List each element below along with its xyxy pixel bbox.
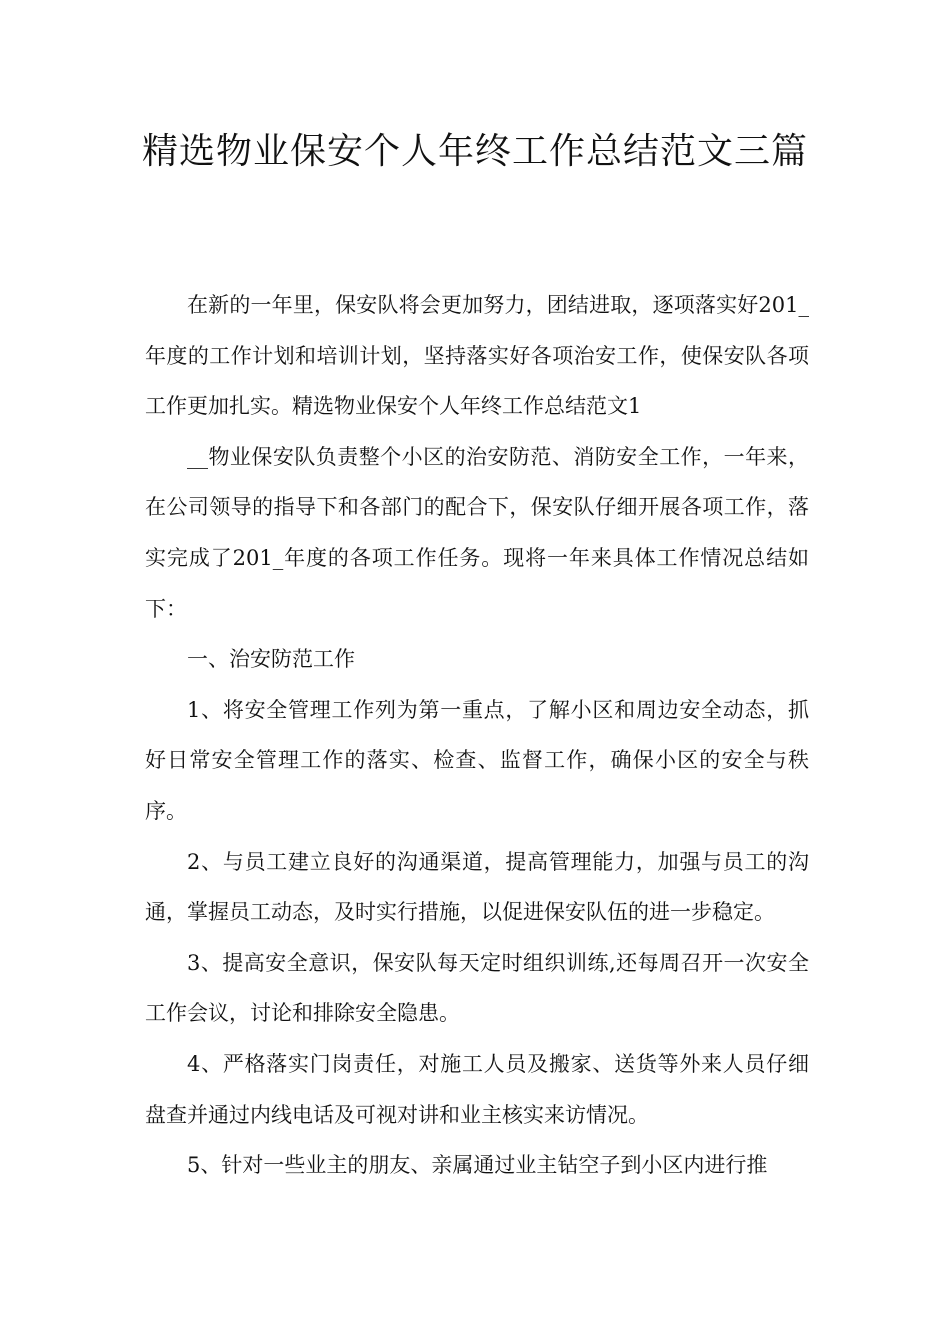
list-item-4: 4、严格落实门岗责任，对施工人员及搬家、送货等外来人员仔细盘查并通过内线电话及可视对讲和业主核实来访情况。 (145, 1051, 809, 1127)
list-item-3: 3、提高安全意识，保安队每天定时组织训练,还每周召开一次安全工作会议，讨论和排除安全隐患。 (145, 950, 809, 1026)
paragraph-overview: __物业保安队负责整个小区的治安防范、消防安全工作，一年来，在公司领导的指导下和各部门的配合下，保安队仔细开展各项工作，落实完成了201_年度的各项工作任务。现将一年来具体工作情况总结如下： (145, 444, 809, 621)
paragraph-intro: 在新的一年里，保安队将会更加努力，团结进取，逐项落实好201_年度的工作计划和培训计划，坚持落实好各项治安工作，使保安队各项工作更加扎实。精选物业保安个人年终工作总结范文1 (145, 293, 809, 419)
document-title: 精选物业保安个人年终工作总结范文三篇 (141, 131, 808, 172)
document-body (145, 280, 809, 1191)
section-heading: 一、治安防范工作 (187, 647, 355, 672)
list-item-2: 2、与员工建立良好的沟通渠道，提高管理能力，加强与员工的沟通，掌握员工动态，及时实行措施，以促进保安队伍的进一步稳定。 (145, 849, 809, 925)
list-item-1: 1、将安全管理工作列为第一重点，了解小区和周边安全动态，抓好日常安全管理工作的落实、检查、监督工作，确保小区的安全与秩序。 (145, 697, 809, 823)
list-item-5: 5、针对一些业主的朋友、亲属通过业主钻空子到小区内进行推 (187, 1153, 768, 1178)
